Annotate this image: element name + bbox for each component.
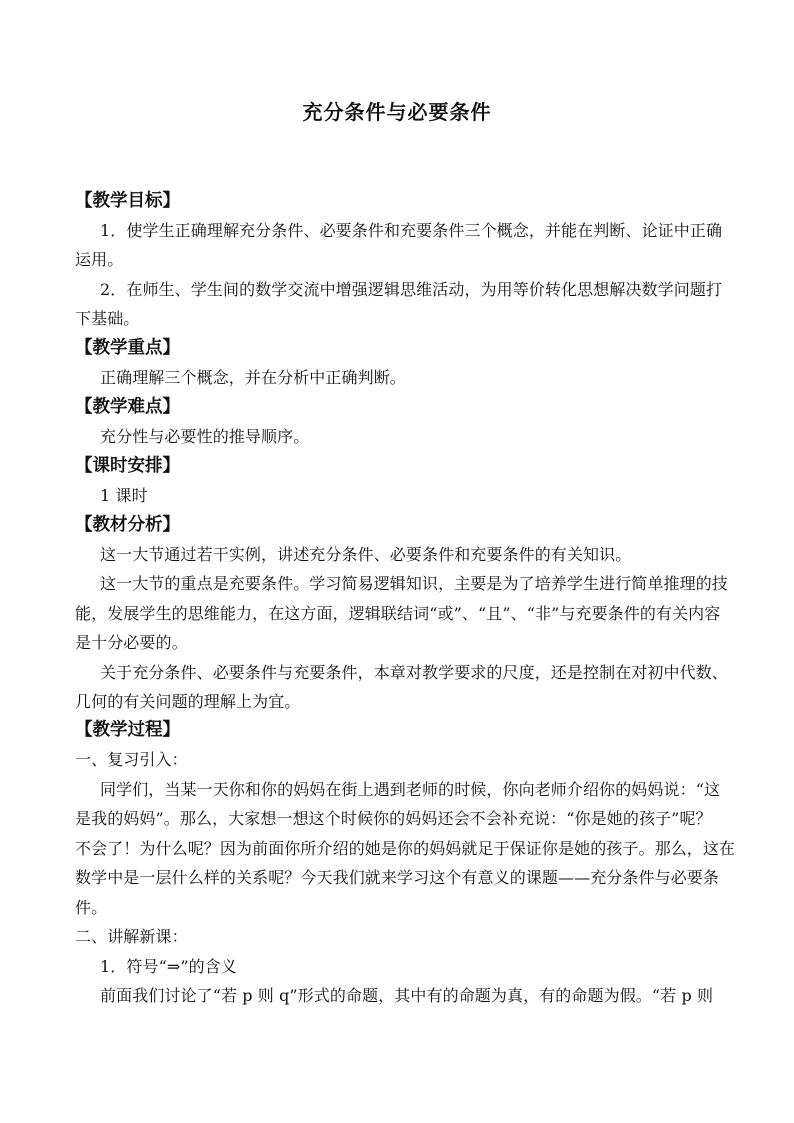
heading-textbook-analysis: 【教材分析】 — [75, 515, 180, 535]
goals-paragraph-2-line-1: 2．在师生、学生间的数学交流中增强逻辑思维活动，为用等价转化思想解决数学问题打 — [100, 280, 723, 299]
process-item-1: 1．符号“⇒”的含义 — [100, 957, 237, 976]
heading-teaching-goals: 【教学目标】 — [75, 191, 180, 211]
analysis-paragraph-2-line-2: 能，发展学生的思维能力，在这方面，逻辑联结词“或”、“且”、“非”与充要条件的有关内容 — [75, 604, 721, 623]
process-paragraph-1-line-3: 不会了！为什么呢？因为前面你所介绍的她是你的妈妈就足于保证你是她的孩子。那么，这在 — [75, 839, 736, 858]
process-paragraph-1-line-5: 件。 — [75, 898, 108, 917]
goals-paragraph-1-line-2: 运用。 — [75, 250, 124, 269]
goals-paragraph-2-line-2: 下基础。 — [75, 309, 140, 328]
analysis-paragraph-3-line-1: 关于充分条件、必要条件与充要条件，本章对教学要求的尺度，还是控制在对初中代数、 — [100, 663, 728, 682]
analysis-paragraph-3-line-2: 几何的有关问题的理解上为宜。 — [75, 692, 301, 711]
analysis-paragraph-2-line-1: 这一大节的重点是充要条件。学习简易逻辑知识，主要是为了培养学生进行简单推理的技 — [100, 574, 728, 593]
heading-teaching-process: 【教学过程】 — [75, 720, 180, 740]
process-paragraph-2-line-1: 前面我们讨论了“若 p 则 q”形式的命题，其中有的命题为真，有的命题为假。“若 p 则 — [100, 986, 714, 1005]
process-subheading-new-lesson: 二、讲解新课： — [75, 927, 188, 946]
document-title: 充分条件与必要条件 — [302, 100, 492, 124]
process-paragraph-1-line-1: 同学们，当某一天你和你的妈妈在街上遇到老师的时候，你向老师介绍你的妈妈说：“这 — [100, 780, 721, 799]
heading-schedule: 【课时安排】 — [75, 456, 180, 476]
heading-difficulties: 【教学难点】 — [75, 397, 180, 417]
difficulties-text: 充分性与必要性的推导顺序。 — [100, 427, 310, 446]
goals-paragraph-1-line-1: 1．使学生正确理解充分条件、必要条件和充要条件三个概念，并能在判断、论证中正确 — [100, 221, 723, 240]
schedule-text: 1 课时 — [100, 486, 148, 505]
analysis-paragraph-1: 这一大节通过若干实例，讲述充分条件、必要条件和充要条件的有关知识。 — [100, 545, 632, 564]
process-paragraph-1-line-4: 数学中是一层什么样的关系呢？今天我们就来学习这个有意义的课题——充分条件与必要条 — [75, 868, 720, 887]
process-paragraph-1-line-2: 是我的妈妈”。那么，大家想一想这个时候你的妈妈还会不会补充说：“你是她的孩子”呢？ — [75, 809, 712, 828]
heading-key-points: 【教学重点】 — [75, 338, 180, 358]
analysis-paragraph-2-line-3: 是十分必要的。 — [75, 633, 188, 652]
key-points-text: 正确理解三个概念，并在分析中正确判断。 — [100, 368, 406, 387]
process-subheading-review: 一、复习引入： — [75, 750, 188, 769]
